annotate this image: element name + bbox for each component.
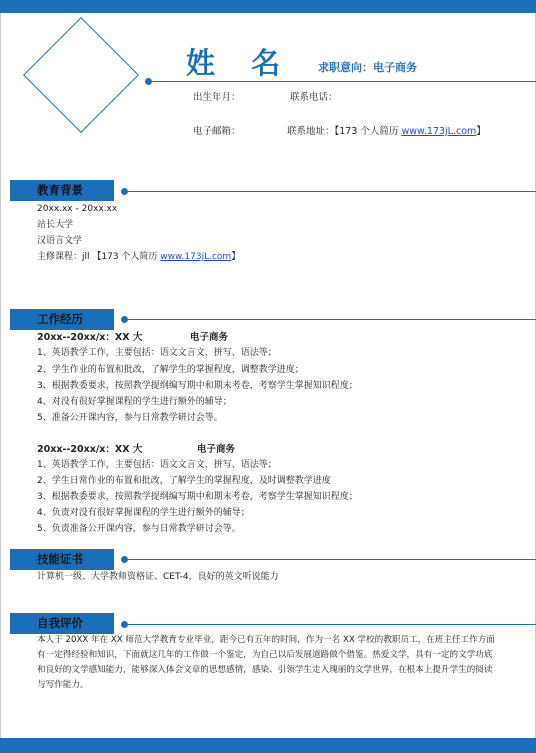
- job-2-duty: 2、学生日常作业的布置和批改，了解学生的掌握程度，及时调整教学进度: [37, 476, 331, 486]
- job-2-position: 电子商务: [197, 444, 236, 455]
- skills-divider: [124, 559, 536, 560]
- education-courses: [37, 251, 240, 264]
- job-2-header: [37, 443, 236, 456]
- job-2-duty: 4、负责对没有很好掌握课程的学生进行额外的辅导；: [37, 508, 250, 518]
- job-2-duty: 5、负责准备公开课内容，参与日常教学研讨会等。: [37, 524, 241, 534]
- phone-label: 联系电话：: [290, 92, 338, 103]
- evaluation-divider: [124, 624, 536, 625]
- skills-section-title: 技能证书: [37, 552, 83, 566]
- evaluation-section-title: 自我评价: [37, 616, 83, 630]
- email-label: 电子邮箱：: [193, 126, 241, 137]
- job-intent-value: 电子商务: [373, 61, 417, 74]
- candidate-name: 姓 名: [186, 46, 294, 80]
- courses-label: 主修课程：: [37, 252, 83, 262]
- birth-label: 出生年月：: [193, 92, 241, 103]
- job-1-duty: 5、准备公开课内容，参与日常教学研讨会等。: [37, 413, 223, 423]
- job-1-period: 20xx--20xx/x：XX 大: [37, 332, 143, 343]
- education-section-title: 教育背景: [37, 183, 83, 197]
- work-section-title: 工作经历: [37, 312, 83, 326]
- job-2-period: 20xx--20xx/x：XX 大: [37, 444, 143, 455]
- job-1-position: 电子商务: [190, 332, 229, 343]
- job-2-duty: 3、根据教委要求，按照教学提纲编写期中和期末考卷，考察学生掌握知识程度；: [37, 492, 358, 502]
- education-period: 20xx.xx - 20xx.xx: [37, 204, 118, 214]
- job-2-duty: 1、英语教学工作，主要包括：语文文言文、拼写、语法等；: [37, 460, 277, 470]
- evaluation-text: 本人于 20XX 年在 XX 师范大学教育专业毕业，距今已有五年的时间，作为一名 XX 学校的教职员工，在班主任工作方面有一定得经验和知识，下面就这几年的工作做一个鉴定，为自己以后发展道路做个借鉴。热爱文学，具有一定的文学功底和良好的文学感知能力，能够深入体会文章的思想感情，感染、引领学生走入瑰丽的文学世界，在根本上提升学生的阅读与写作能力。: [37, 635, 495, 690]
- courses-link[interactable]: www.173jL.com: [160, 252, 232, 262]
- address-label: 联系地址：: [287, 126, 335, 137]
- header-divider: [150, 81, 536, 82]
- skills-text: 计算机一级、大学教师资格证、CET-4，良好的英文听说能力: [37, 572, 279, 582]
- address-link[interactable]: www.173jL.com: [401, 126, 477, 137]
- address-line: [287, 125, 486, 139]
- top-accent-bar: [0, 0, 536, 13]
- job-1-duty: 4、对没有很好掌握课程的学生进行额外的辅导；: [37, 397, 232, 407]
- education-major: 汉语言文学: [37, 236, 83, 246]
- address-text: 【173 个人简历: [334, 126, 402, 137]
- courses-text: jll 【173 个人简历: [82, 252, 161, 262]
- bottom-accent-bar: [0, 738, 536, 753]
- address-close: 】: [476, 126, 486, 137]
- education-divider: [124, 191, 536, 192]
- work-divider: [124, 319, 536, 320]
- job-1-duty: 1、英语教学工作，主要包括：语文文言文、拼写、语法等；: [37, 348, 277, 358]
- job-intent-label: 求职意向：: [318, 61, 373, 74]
- job-1-duty: 2、学生作业的布置和批改，了解学生的掌握程度，调整教学进度；: [37, 365, 304, 375]
- job-intent: [318, 60, 417, 76]
- education-school: 站长大学: [37, 220, 74, 230]
- job-1-duty: 3、根据教委要求，按照教学提纲编写期中和期末考卷，考察学生掌握知识程度；: [37, 381, 358, 391]
- courses-close: 】: [231, 252, 241, 262]
- job-1-header: [37, 331, 229, 344]
